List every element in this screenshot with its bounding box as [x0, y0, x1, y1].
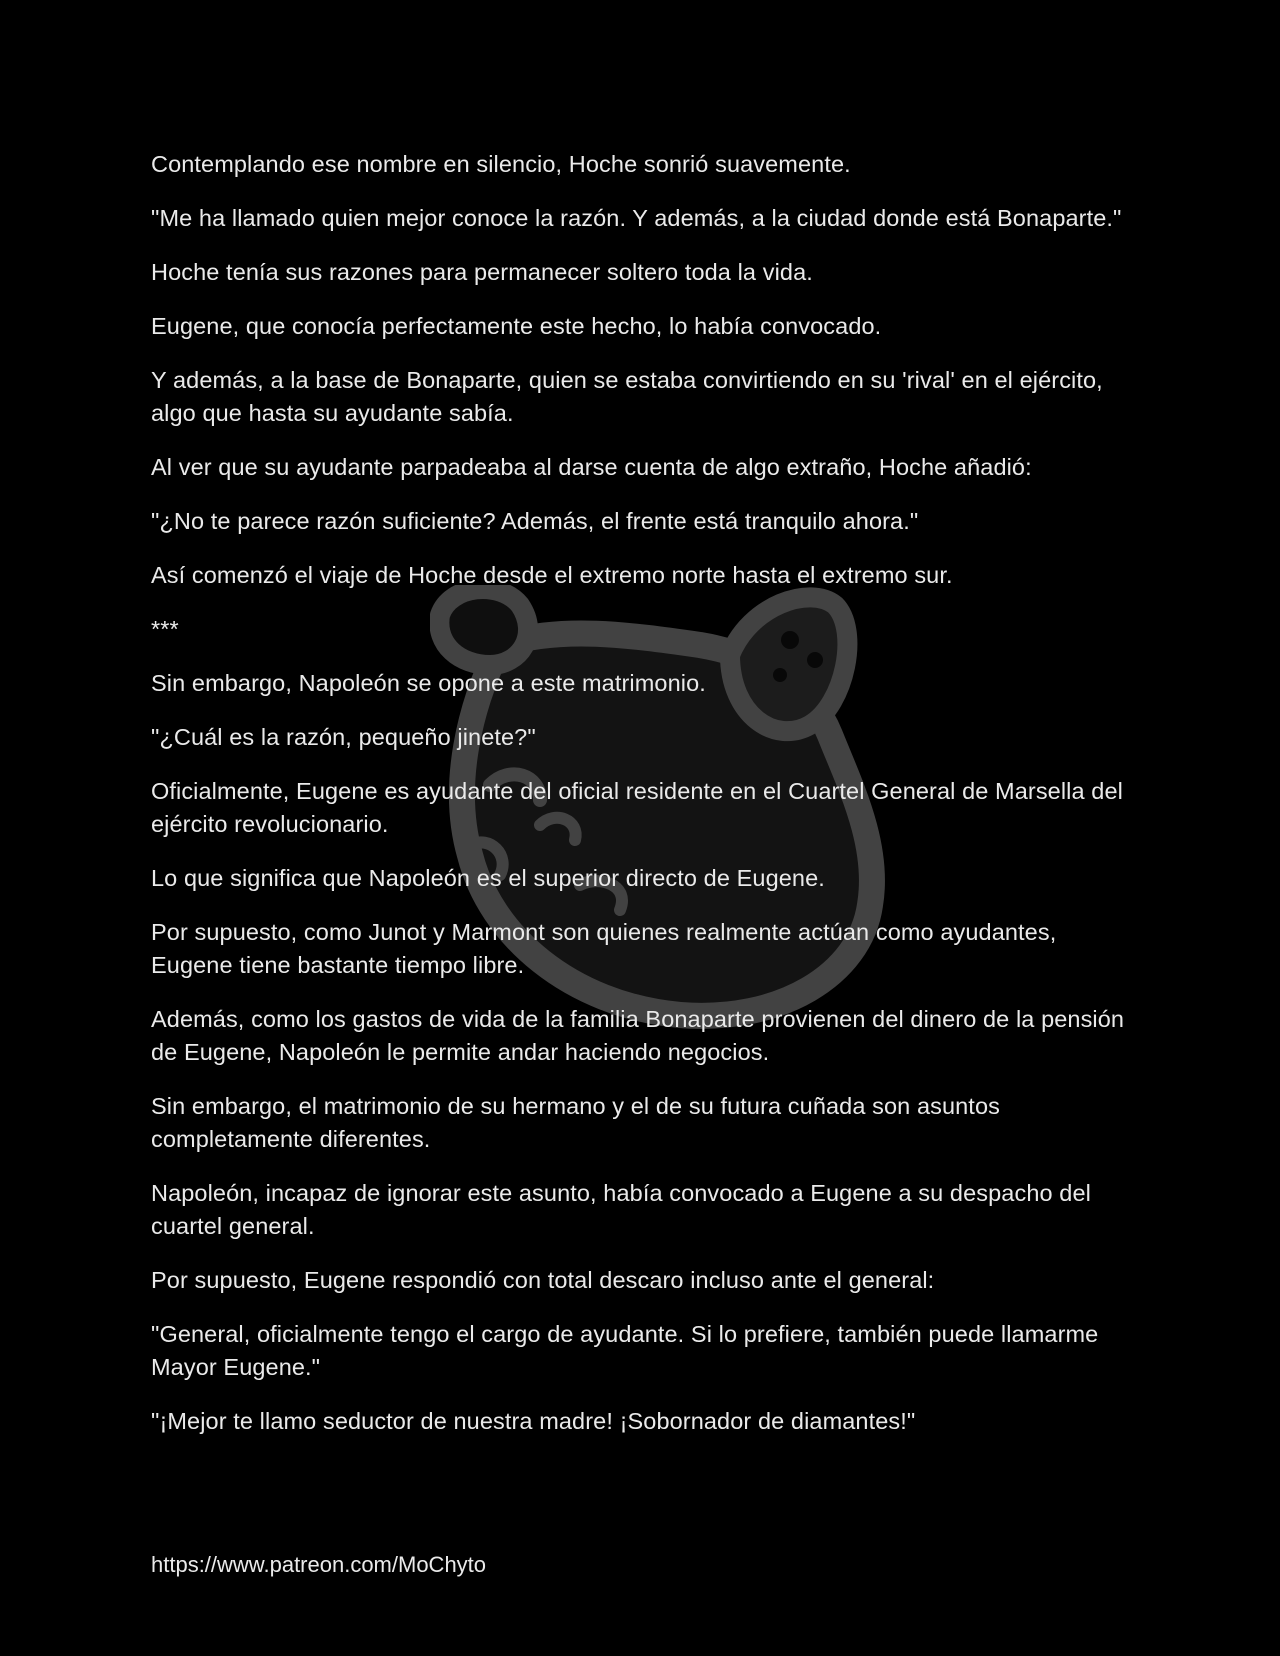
paragraph: Por supuesto, como Junot y Marmont son quienes realmente actúan como ayudantes, Eugene tiene bastante tiempo libre. — [151, 919, 1057, 978]
paragraph: Por supuesto, Eugene respondió con total descaro incluso ante el general: — [151, 1267, 935, 1293]
paragraph: Eugene, que conocía perfectamente este hecho, lo había convocado. — [151, 313, 882, 339]
patreon-link[interactable]: https://www.patreon.com/MoChyto — [151, 1552, 487, 1577]
paragraph: Así comenzó el viaje de Hoche desde el extremo norte hasta el extremo sur. — [151, 562, 953, 588]
paragraph: Sin embargo, Napoleón se opone a este matrimonio. — [151, 670, 706, 696]
paragraph: "General, oficialmente tengo el cargo de ayudante. Si lo prefiere, también puede llamarme Mayor Eugene." — [151, 1321, 1099, 1380]
paragraph: "¿No te parece razón suficiente? Además, el frente está tranquilo ahora." — [151, 508, 919, 534]
paragraph: Además, como los gastos de vida de la familia Bonaparte provienen del dinero de la pensión de Eugene, Napoleón le permite andar haciendo negocios. — [151, 1006, 1125, 1065]
paragraph: "¡Mejor te llamo seductor de nuestra madre! ¡Sobornador de diamantes!" — [151, 1408, 916, 1434]
paragraph: "Me ha llamado quien mejor conoce la razón. Y además, a la ciudad donde está Bonaparte." — [151, 205, 1122, 231]
paragraph: Sin embargo, el matrimonio de su hermano y el de su futura cuñada son asuntos completamente diferentes. — [151, 1093, 1000, 1152]
paragraph: Al ver que su ayudante parpadeaba al darse cuenta de algo extraño, Hoche añadió: — [151, 454, 1032, 480]
document-body — [151, 148, 1131, 1459]
paragraph: Oficialmente, Eugene es ayudante del oficial residente en el Cuartel General de Marsella del ejército revolucionario. — [151, 778, 1123, 837]
paragraph: Napoleón, incapaz de ignorar este asunto, había convocado a Eugene a su despacho del cuartel general. — [151, 1180, 1091, 1239]
paragraph: Y además, a la base de Bonaparte, quien se estaba convirtiendo en su 'rival' en el ejército, algo que hasta su ayudante sabía. — [151, 367, 1103, 426]
paragraph: Hoche tenía sus razones para permanecer soltero toda la vida. — [151, 259, 813, 285]
section-separator: *** — [151, 616, 179, 642]
paragraph: Contemplando ese nombre en silencio, Hoche sonrió suavemente. — [151, 151, 851, 177]
paragraph: Lo que significa que Napoleón es el superior directo de Eugene. — [151, 865, 825, 891]
paragraph: "¿Cuál es la razón, pequeño jinete?" — [151, 724, 536, 750]
